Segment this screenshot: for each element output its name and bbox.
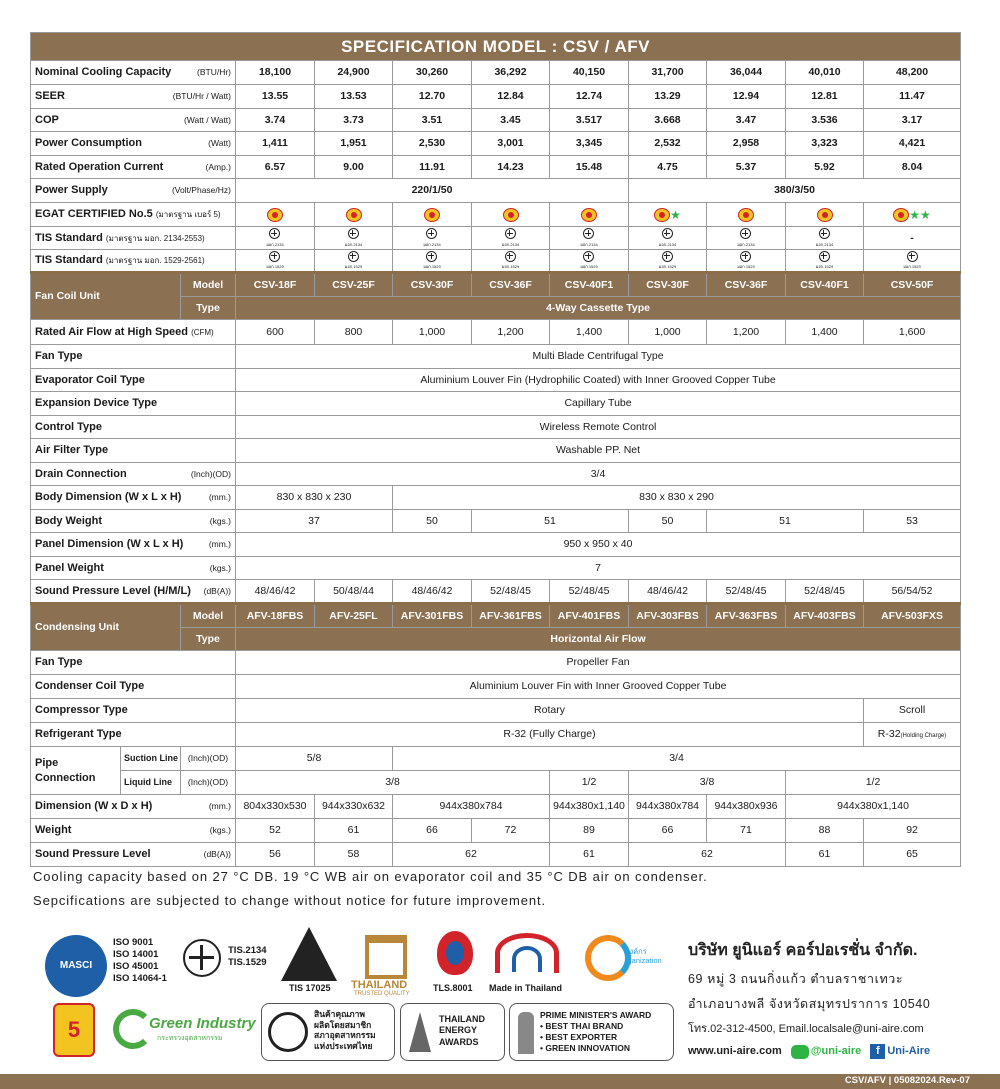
row-expansion-device: Expansion Device Type Capillary Tube	[31, 392, 961, 416]
company-info	[688, 938, 958, 1059]
masci-logo: MASCI	[45, 935, 107, 997]
star-icon: ★	[670, 207, 681, 222]
row-pipe-suction: Pipe Connection Suction Line (Inch)(OD) 5/8 3/4	[31, 747, 961, 771]
thailand-trust-sub: TRUSTED QUALITY	[354, 991, 410, 997]
green-organization-label: องค์กร rganization	[625, 947, 662, 965]
row-body-dimension: Body Dimension (W x L x H) (mm.) 830 x 830 x 230 830 x 830 x 290	[31, 486, 961, 510]
thailand-energy-awards-badge: THAILAND ENERGY AWARDS	[400, 1003, 505, 1061]
egat-label-icon	[654, 208, 670, 222]
row-refrigerant: Refrigerant Type R-32 (Fully Charge) R-32(Holding Charge)	[31, 723, 961, 747]
row-evaporator-coil: Evaporator Coil Type Aluminium Louver Fin (Hydrophilic Coated) with Inner Grooved Copper Tube	[31, 369, 961, 392]
row-fan-type: Fan Type Multi Blade Centrifugal Type	[31, 345, 961, 369]
row-body-weight: Body Weight (kgs.) 37 50 51 50 51 53	[31, 510, 961, 533]
facebook-link[interactable]: Uni-Aire	[887, 1045, 931, 1058]
tis-mark-icon: มอก.2134	[580, 228, 597, 247]
made-in-thailand-label: Made in Thailand	[489, 983, 563, 993]
company-contact: โทร.02-312-4500, Email.localsale@uni-aire.com	[688, 1023, 924, 1035]
tis-mark-icon: มอก.1529	[659, 251, 676, 270]
tis-mark-icon: มอก.2134	[816, 228, 833, 247]
row-air-filter: Air Filter Type Washable PP. Net	[31, 439, 961, 463]
tis17025-logo-icon	[281, 927, 337, 981]
egat-label-icon	[738, 208, 754, 222]
row-cop: COP (Watt / Watt) 3.74 3.73 3.51 3.45 3.517 3.668 3.47 3.536 3.17	[31, 109, 961, 132]
row-cu-dimension: Dimension (W x D x H) (mm.) 804x330x530 944x330x632 944x380x784 944x380x1,140 944x380x784 944x380x936 944x380x1,140	[31, 795, 961, 819]
tls-logo-icon	[437, 931, 473, 975]
egat-label-icon	[893, 208, 909, 222]
row-fcu-type: Type 4-Way Cassette Type	[31, 297, 961, 320]
website-link[interactable]: www.uni-aire.com	[688, 1045, 782, 1058]
row-control-type: Control Type Wireless Remote Control	[31, 416, 961, 439]
tis-mark-icon: มอก.2134	[737, 228, 754, 247]
egat-label-icon	[267, 208, 283, 222]
row-power-supply: Power Supply (Volt/Phase/Hz) 220/1/50 380/3/50	[31, 179, 961, 203]
row-cu-type: Type Horizontal Air Flow	[31, 628, 961, 651]
tis-numbers: TIS.2134 TIS.1529	[228, 945, 267, 969]
row-power-consumption: Power Consumption (Watt) 1,411 1,951 2,530 3,001 3,345 2,532 2,958 3,323 4,421	[31, 132, 961, 156]
tis-mark-icon: มอก.1529	[266, 251, 283, 270]
row-pipe-liquid: Liquid Line (Inch)(OD) 3/8 1/2 3/8 1/2	[31, 771, 961, 795]
energy-label-5-icon: 5	[53, 1003, 95, 1057]
table-title: SPECIFICATION MODEL : CSV / AFV	[31, 33, 961, 61]
fti-member-badge: สินค้าคุณภาพ ผลิตโดยสมาชิก สภาอุตสาหกรรม แห่งประเทศไทย	[261, 1003, 395, 1061]
prime-minister-award-badge: PRIME MINISTER'S AWARD • BEST THAI BRAND • BEST EXPORTER • GREEN INNOVATION	[509, 1003, 674, 1061]
company-address-1: 69 หมู่ 3 ถนนกิ่งแก้ว ตำบลราชาเทวะ	[688, 972, 904, 986]
green-industry-icon	[113, 1009, 153, 1049]
iso-list: ISO 9001 ISO 14001 ISO 45001 ISO 14064-1	[113, 937, 167, 984]
row-panel-weight: Panel Weight (kgs.) 7	[31, 557, 961, 580]
egat-label-icon	[424, 208, 440, 222]
tis-logo-icon	[183, 939, 221, 977]
row-panel-dimension: Panel Dimension (W x L x H) (mm.) 950 x 950 x 40	[31, 533, 961, 557]
row-tis-2134: TIS Standard (มาตรฐาน มอก. 2134-2553) มอก.2134 มอก.2134 มอก.2134 มอก.2134 มอก.2134 มอก.2134 มอก.2134 มอก.2134 -	[31, 227, 961, 250]
row-cu-weight: Weight (kgs.) 52 61 66 72 89 66 71 88 92	[31, 819, 961, 843]
certification-logos	[45, 925, 685, 1065]
tis-mark-icon: มอก.2134	[266, 228, 283, 247]
revision-label: CSV/AFV | 05082024.Rev-07	[844, 1075, 970, 1086]
egat-label-icon	[817, 208, 833, 222]
company-web-links	[688, 1044, 958, 1059]
row-fcu-sound: Sound Pressure Level (H/M/L) (dB(A)) 48/46/42 50/48/44 48/46/42 52/48/45 52/48/45 48/46/42 52/48/45 52/48/45 56/54/52	[31, 580, 961, 604]
tis-mark-icon: มอก.2134	[659, 228, 676, 247]
row-condenser-fan: Fan Type Propeller Fan	[31, 651, 961, 675]
tis-mark-icon: มอก.1529	[423, 251, 440, 270]
row-rated-current: Rated Operation Current (Amp.) 6.57 9.00 11.91 14.23 15.48 4.75 5.37 5.92 8.04	[31, 156, 961, 179]
company-address-2: อำเภอบางพลี จังหวัดสมุทรปราการ 10540	[688, 997, 931, 1011]
tis-mark-icon: มอก.1529	[737, 251, 754, 270]
green-industry-sub: กระทรวงอุตสาหกรรม	[157, 1035, 223, 1042]
tis-mark-icon: มอก.1529	[502, 251, 519, 270]
row-fcu-model: Fan Coil Unit Model CSV-18F CSV-25F CSV-30F CSV-36F CSV-40F1 CSV-30F CSV-36F CSV-40F1 CSV-50F	[31, 273, 961, 297]
line-link[interactable]: @uni-aire	[810, 1045, 862, 1058]
row-tis-1529: TIS Standard (มาตรฐาน มอก. 1529-2561) มอก.1529 มอก.1529 มอก.1529 มอก.1529 มอก.1529 มอก.1529 มอก.1529 มอก.1529 มอก.1529	[31, 250, 961, 273]
tis-mark-icon: มอก.2134	[423, 228, 440, 247]
thailand-trust-label: THAILAND	[351, 979, 408, 991]
egat-label-icon	[581, 208, 597, 222]
specification-table	[30, 32, 961, 867]
line-icon	[791, 1045, 809, 1059]
row-cooling-capacity: Nominal Cooling Capacity (BTU/Hr) 18,100 24,900 30,260 36,292 40,150 31,700 36,044 40,010 48,200	[31, 61, 961, 85]
facebook-icon: f	[870, 1044, 885, 1059]
tis-mark-icon: มอก.1529	[903, 251, 920, 270]
note-change-notice: Sepcifications are subjected to change without notice for future improvement.	[33, 893, 546, 908]
row-condenser-coil: Condenser Coil Type Aluminium Louver Fin with Inner Grooved Copper Tube	[31, 675, 961, 699]
thailand-trust-icon	[365, 935, 407, 979]
row-cu-model: Condensing Unit Model AFV-18FBS AFV-25FL AFV-301FBS AFV-361FBS AFV-401FBS AFV-303FBS AFV-363FBS AFV-403FBS AFV-503FXS	[31, 604, 961, 628]
row-egat: EGAT CERTIFIED No.5 (มาตรฐาน เบอร์ 5) ★ ★★	[31, 203, 961, 227]
star-icon: ★★	[909, 207, 931, 222]
tls-label: TLS.8001	[433, 983, 473, 993]
egat-label-icon	[346, 208, 362, 222]
tis-mark-icon: มอก.1529	[816, 251, 833, 270]
egat-label-icon	[503, 208, 519, 222]
tis-mark-icon: มอก.2134	[345, 228, 362, 247]
note-cooling-basis: Cooling capacity based on 27 °C DB. 19 °C WB air on evaporator coil and 35 °C DB air on condenser.	[33, 869, 708, 884]
made-in-thailand-icon	[495, 933, 559, 973]
tis-mark-icon: มอก.1529	[345, 251, 362, 270]
row-air-flow: Rated Air Flow at High Speed (CFM) 600 800 1,000 1,200 1,400 1,000 1,200 1,400 1,600	[31, 320, 961, 345]
row-seer: SEER (BTU/Hr / Watt) 13.55 13.53 12.70 12.84 12.74 13.29 12.94 12.81 11.47	[31, 85, 961, 109]
tis17025-label: TIS 17025	[289, 983, 331, 993]
tis-mark-icon: มอก.2134	[502, 228, 519, 247]
green-industry-label: Green Industry	[149, 1015, 256, 1032]
row-drain-connection: Drain Connection (Inch)(OD) 3/4	[31, 463, 961, 486]
row-cu-sound: Sound Pressure Level (dB(A)) 56 58 62 61 62 61 65	[31, 843, 961, 867]
tis-mark-icon: มอก.1529	[580, 251, 597, 270]
row-compressor: Compressor Type Rotary Scroll	[31, 699, 961, 723]
company-name: บริษัท ยูนิแอร์ คอร์ปอเรชั่น จำกัด.	[688, 942, 918, 959]
